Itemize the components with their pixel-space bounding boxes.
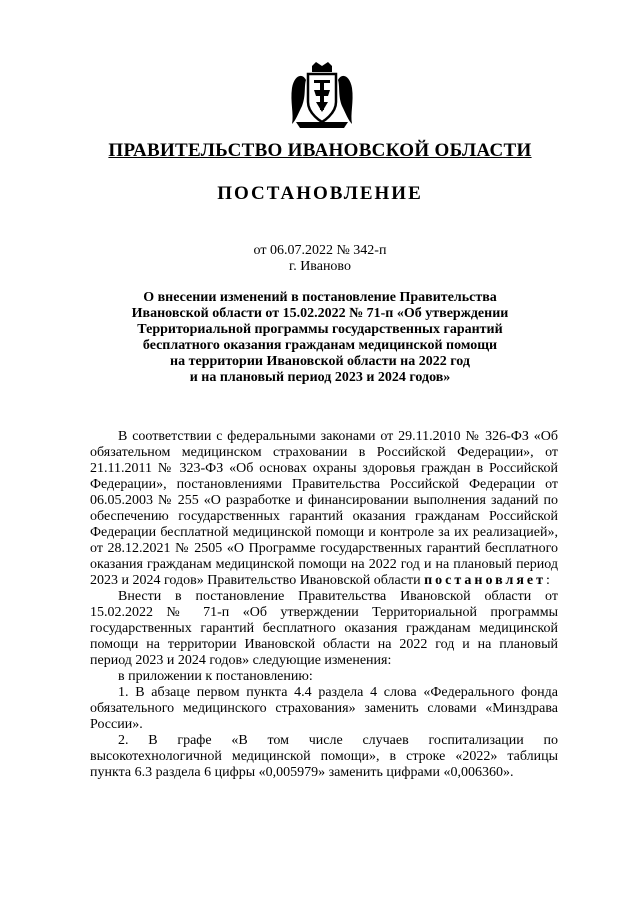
subject-line: на территории Ивановской области на 2022 год [170, 354, 470, 369]
decree-colon: : [546, 573, 550, 588]
subject-line: О внесении изменений в постановление Правительства [143, 290, 497, 305]
decree-word: постановляет [424, 573, 547, 588]
subject-line: и на плановый период 2023 и 2024 годов» [189, 370, 451, 385]
item-1-paragraph: 1. В абзаце первом пункта 4.4 раздела 4 слова «Федерального фонда обязательного медицинского страхования» заменить словами «Минздрава России». [90, 685, 558, 732]
coat-of-arms-emblem [290, 62, 354, 130]
preamble-paragraph [90, 429, 558, 589]
date-number: от 06.07.2022 № 342-п [253, 243, 387, 258]
organization-title: ПРАВИТЕЛЬСТВО ИВАНОВСКОЙ ОБЛАСТИ [108, 140, 532, 161]
document-meta [0, 243, 640, 275]
subject-line: Ивановской области от 15.02.2022 № 71-п «Об утверждении [131, 306, 509, 321]
subject-line: Территориальной программы государственных гарантий [137, 322, 503, 337]
city: г. Иваново [289, 259, 351, 274]
document-body [90, 429, 558, 781]
item-2-paragraph: 2. В графе «В том числе случаев госпитализации по высокотехнологичной медицинской помощи», в строке «2022» таблицы пункта 6.3 раздела 6 цифры «0,005979» заменить цифрами «0,006360». [90, 733, 558, 780]
subject-line: бесплатного оказания гражданам медицинской помощи [142, 338, 498, 353]
appendix-paragraph: в приложении к постановлению: [118, 669, 313, 684]
preamble-text: В соответствии с федеральными законами от 29.11.2010 № 326-ФЗ «Об обязательном медицинском страховании в Российской Федерации», от 21.11.2011 № 323-ФЗ «Об основах охраны здоровья граждан в Российской Федерации», постановлениями Правительства Российской Федерации от 06.05.2003 № 255 «О разработке и финансировании выполнения заданий по обеспечению государственных гарантий оказания гражданам Российской Федерации бесплатной медицинской помощи и контроле за их реализацией», от 28.12.2021 № 2505 «О Программе государственных гарантий бесплатного оказания гражданам медицинской помощи на 2022 год и на плановый период 2023 и 2024 годов» Правительство Ивановской области [90, 429, 558, 588]
document-type-heading: ПОСТАНОВЛЕНИЕ [217, 183, 423, 204]
document-subject [100, 290, 540, 386]
amendment-paragraph: Внести в постановление Правительства Ивановской области от 15.02.2022 № 71-п «Об утверждении Территориальной программы государственных гарантий бесплатного оказания гражданам медицинской помощи на территории Ивановской области на 2022 год и на плановый период 2023 и 2024 годов» следующие изменения: [90, 589, 558, 668]
